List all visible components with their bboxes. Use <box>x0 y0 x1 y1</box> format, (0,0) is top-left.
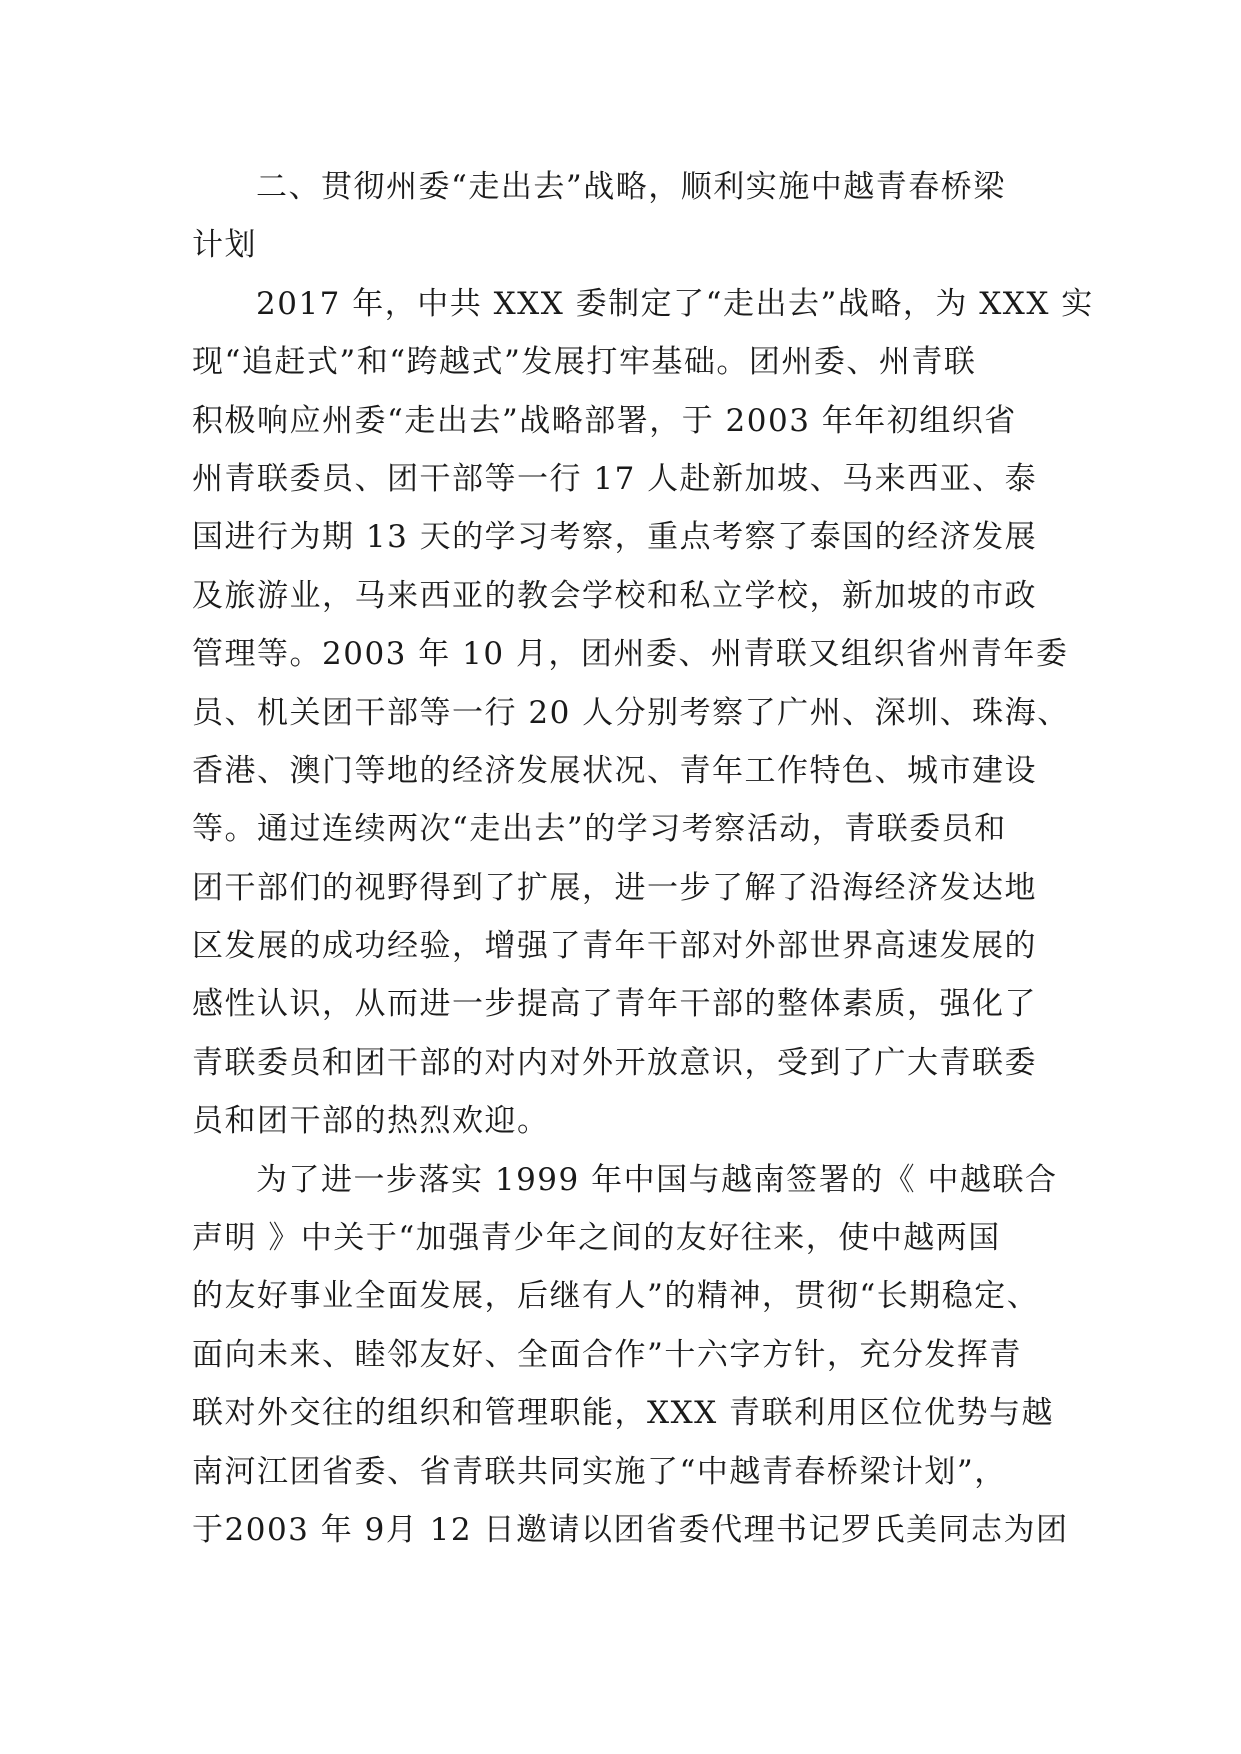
paragraph-2-line: 的友好事业全面发展，后继有人”的精神，贯彻“长期稳定、 <box>192 1278 1040 1315</box>
paragraph-1-line: 管理等。2003 年 10 月，团州委、州青联又组织省州青年委 <box>192 636 1069 673</box>
paragraph-1-line: 区发展的成功经验，增强了青年干部对外部世界高速发展的 <box>192 928 1037 965</box>
paragraph-1-line: 州青联委员、团干部等一行 17 人赴新加坡、马来西亚、泰 <box>192 460 1038 497</box>
paragraph-2-line: 南河江团省委、省青联共同实施了“中越青春桥梁计划”， <box>192 1453 1007 1490</box>
paragraph-1-line: 现“追赶式”和“跨越式”发展打牢基础。团州委、州青联 <box>192 344 977 381</box>
paragraph-1-line: 感性认识，从而进一步提高了青年干部的整体素质，强化了 <box>192 986 1037 1023</box>
section-heading-line-2: 计划 <box>192 227 257 264</box>
paragraph-1-line: 等。通过连续两次“走出去”的学习考察活动，青联委员和 <box>192 811 1007 848</box>
paragraph-2-line: 于2003 年 9月 12 日邀请以团省委代理书记罗氏美同志为团 <box>192 1511 1069 1548</box>
section-heading-line-1: 二、贯彻州委“走出去”战略，顺利实施中越青春桥梁 <box>256 169 1006 205</box>
paragraph-1-line: 青联委员和团干部的对内对外开放意识，受到了广大青联委 <box>192 1044 1037 1081</box>
paragraph-2-line: 为了进一步落实 1999 年中国与越南签署的《 中越联合 <box>256 1161 1058 1198</box>
paragraph-2-line: 面向未来、睦邻友好、全面合作”十六字方针，充分发挥青 <box>192 1336 1022 1373</box>
paragraph-1-line: 香港、澳门等地的经济发展状况、青年工作特色、城市建设 <box>192 752 1037 789</box>
paragraph-1-line: 2017 年，中共 XXX 委制定了“走出去”战略，为 XXX 实 <box>256 285 1094 322</box>
paragraph-1-line: 积极响应州委“走出去”战略部署，于 2003 年年初组织省 <box>192 402 1017 439</box>
paragraph-2-line: 联对外交往的组织和管理职能，XXX 青联利用区位优势与越 <box>192 1395 1055 1432</box>
paragraph-1-line: 及旅游业，马来西亚的教会学校和私立学校，新加坡的市政 <box>192 577 1037 614</box>
paragraph-1-line: 国进行为期 13 天的学习考察，重点考察了泰国的经济发展 <box>192 519 1038 556</box>
paragraph-2-line: 声明 》中关于“加强青少年之间的友好往来，使中越两国 <box>192 1220 1001 1257</box>
paragraph-1-line: 员和团干部的热烈欢迎。 <box>192 1103 550 1140</box>
paragraph-1-line: 员、机关团干部等一行 20 人分别考察了广州、深圳、珠海、 <box>192 694 1070 731</box>
body-text <box>192 158 1094 1559</box>
paragraph-1-line: 团干部们的视野得到了扩展，进一步了解了沿海经济发达地 <box>192 869 1037 906</box>
